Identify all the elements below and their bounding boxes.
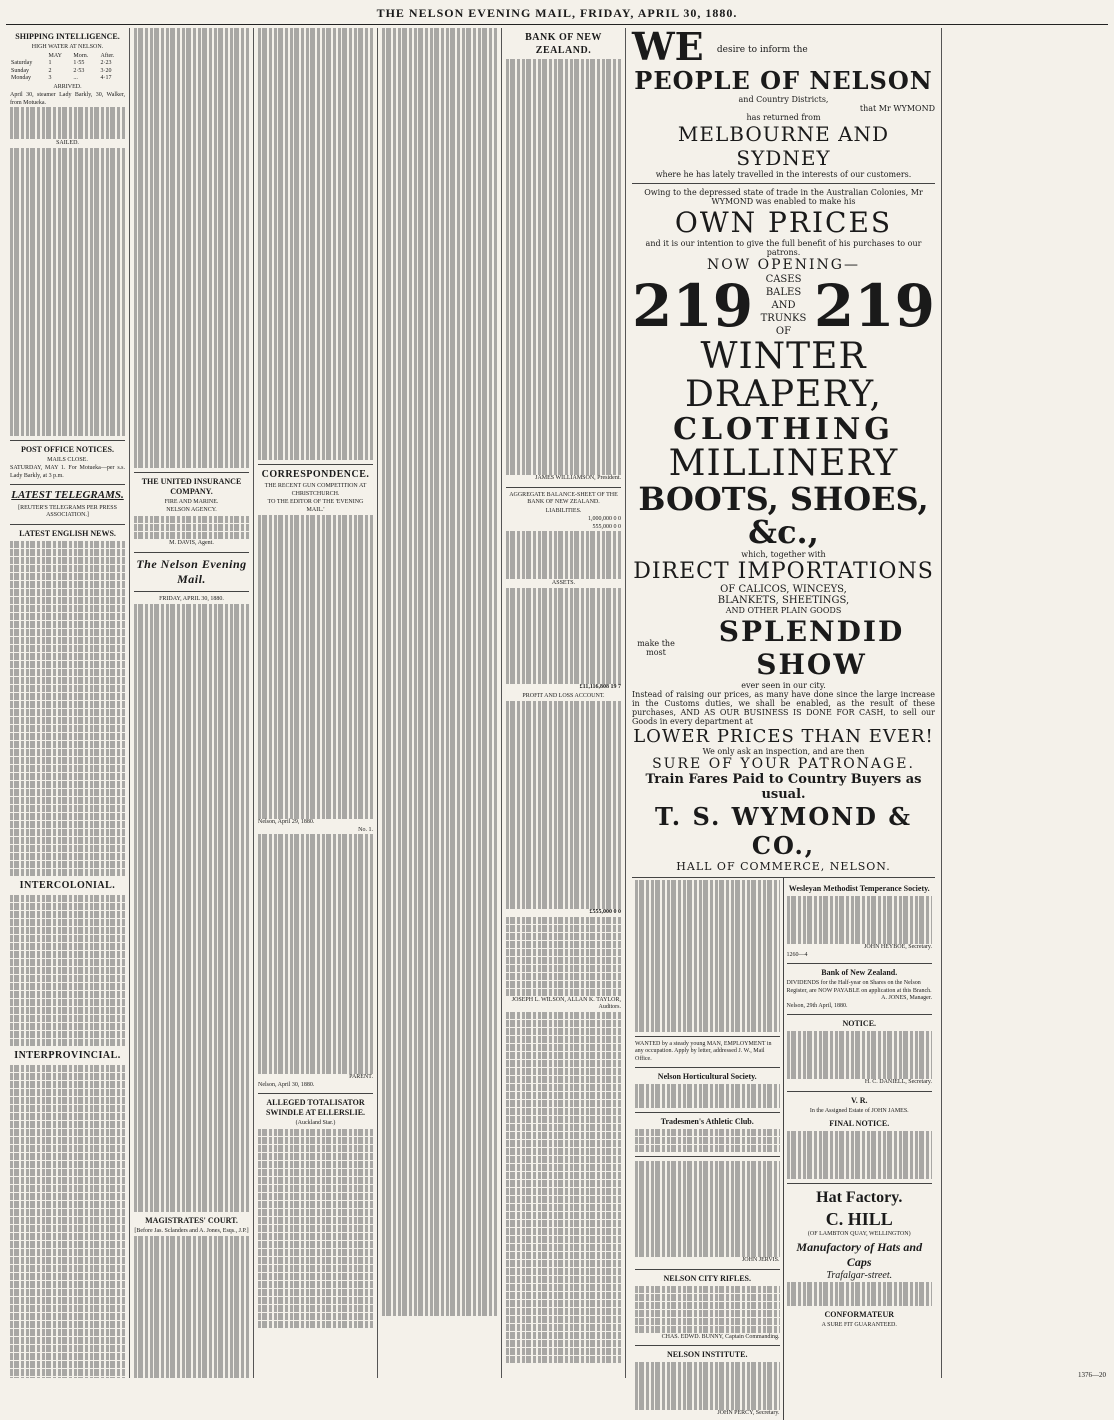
english-news-heading: LATEST ENGLISH NEWS.	[19, 528, 116, 538]
sailed-heading: SAILED.	[56, 139, 79, 146]
auditors: JOSEPH L. WILSON, ALLAN K. TAYLOR, Auditors.	[511, 996, 621, 1010]
ad-returned: has returned from	[746, 113, 821, 122]
tradesmen-heading: Tradesmen's Athletic Club.	[660, 1116, 754, 1126]
bench-note: [Before Jas. Sclanders and A. Jones, Esqs., J.P.]	[134, 1227, 249, 1234]
ad-that: that Mr WYMOND	[859, 104, 935, 113]
intercolonial-heading: INTERCOLONIAL.	[19, 880, 116, 892]
tide-row	[10, 60, 125, 68]
ad-melbourne: MELBOURNE AND SYDNEY	[677, 122, 890, 170]
hat-factory-heading: Hat Factory.	[816, 1188, 903, 1206]
ad-boots: BOOTS, SHOES, &c.,	[638, 479, 929, 552]
body-text	[258, 1129, 373, 1329]
body-text	[506, 588, 621, 684]
ad-seen: ever seen in our city.	[741, 681, 826, 691]
estate-line: In the Assigned Estate of JOHN JAMES.	[809, 1107, 909, 1114]
body-text	[382, 708, 497, 1316]
gun-competition-heading: THE RECENT GUN COMPETITION AT CHRISTCHURCH.	[264, 483, 367, 497]
advertisement-column	[626, 24, 942, 1417]
horticultural-heading: Nelson Horticultural Society.	[657, 1072, 757, 1082]
body-text	[506, 701, 621, 909]
ad-country: and Country Districts,	[738, 95, 829, 104]
masthead: THE NELSON EVENING MAIL, FRIDAY, APRIL 30, 1880.	[6, 4, 1108, 25]
wesleyan-number: 1260—4	[786, 951, 808, 958]
ad-trunks: TRUNKS	[760, 313, 807, 324]
issue-date: FRIDAY, APRIL 30, 1880.	[159, 595, 224, 602]
ad-direct: DIRECT IMPORTATIONS	[633, 559, 934, 585]
body-text	[134, 604, 249, 1212]
ad-people: PEOPLE OF NELSON	[634, 66, 933, 95]
interprovincial-heading: INTERPROVINCIAL.	[14, 1050, 121, 1062]
letter-no: No. 1.	[358, 826, 373, 833]
arrived-text: April 30, steamer Lady Barkly, 30, Walker, from Motueka.	[10, 92, 125, 106]
ad-blankets: BLANKETS, SHEETINGS,	[717, 595, 850, 607]
ad-calicos: OF CALICOS, WINCEYS,	[720, 584, 847, 596]
tide-cell: 4·17	[100, 75, 112, 81]
letter-date: Nelson, April 30, 1880.	[258, 1081, 315, 1088]
bnz-heading: Bank of New Zealand.	[821, 968, 898, 978]
column-3	[254, 28, 378, 1378]
ad-train-fares: Train Fares Paid to Country Buyers as usual.	[645, 772, 922, 803]
body-text	[134, 28, 249, 468]
body-text	[635, 1362, 780, 1410]
body-text	[258, 28, 373, 460]
institute-sign: JOHN PERCY, Secretary.	[717, 1410, 780, 1417]
tide-cell: 1	[48, 60, 52, 66]
body-text	[506, 531, 621, 579]
wymond-advertisement	[632, 24, 935, 874]
ad-invite: We only ask an inspection, and are then	[702, 747, 865, 757]
tide-header-cell: Morn.	[73, 52, 89, 59]
vr-heading: V. R.	[850, 1095, 868, 1105]
column-2	[130, 28, 254, 1378]
notice-sign: H. C. DANIELL, Secretary.	[864, 1079, 932, 1086]
ad-lower-prices: LOWER PRICES THAN EVER!	[633, 726, 934, 748]
tide-cell: 3·20	[100, 67, 112, 74]
ad-millinery: MILLINERY	[668, 443, 899, 485]
ad-hall: HALL OF COMMERCE, NELSON.	[676, 860, 891, 874]
hat-street: Trafalgar-street.	[826, 1269, 893, 1281]
ad-where: where he has lately travelled in the interests of our customers.	[655, 170, 912, 179]
final-notice-heading: FINAL NOTICE.	[829, 1119, 890, 1129]
body-text	[258, 515, 373, 819]
ad-cases: CASES	[765, 274, 802, 285]
ad-219-left: 219	[632, 271, 754, 340]
paper-nameplate: The Nelson Evening Mail.	[136, 556, 247, 586]
body-text	[10, 1065, 125, 1378]
institute-heading: NELSON INSTITUTE.	[667, 1350, 748, 1360]
ad-instead: Instead of raising our prices, as many have done since the large increase in the Customs duties, we shall be enabled, as the result of these purchases, AND AS OUR BUSINESS IS DONE FOR CASH, to sell our Goods in every department at	[632, 690, 935, 727]
ad-bales: BALES AND	[765, 287, 802, 311]
source-note: (Auckland Star.)	[295, 1120, 336, 1126]
hat-manufactory: Manufactory of Hats and Caps	[796, 1239, 923, 1269]
rifles-sign: CHAS. EDWD. BUNNY, Captain Commanding.	[661, 1333, 780, 1340]
ad-plain: AND OTHER PLAIN GOODS	[725, 606, 842, 616]
bnz-sign: A. JONES, Manager.	[881, 995, 932, 1002]
signatory: JAMES WILLIAMSON, President.	[535, 475, 621, 481]
correspondence-heading: CORRESPONDENCE.	[261, 468, 370, 480]
body-text	[10, 107, 125, 139]
balance-total: £11,116,808 19 7	[579, 684, 621, 690]
tide-cell: Sunday	[11, 67, 29, 74]
body-text	[787, 1031, 933, 1079]
columns	[6, 24, 1108, 1417]
letter-signoff: Nelson, April 29, 1880.	[258, 819, 315, 825]
ad-219-right: 219	[813, 271, 935, 340]
notice-heading: NOTICE.	[842, 1019, 877, 1029]
high-water-heading: HIGH WATER AT NELSON.	[31, 44, 104, 50]
mails-close-heading: MAILS CLOSE.	[47, 456, 88, 463]
hat-factory-ad	[787, 1188, 933, 1330]
tide-table	[10, 53, 125, 83]
ad-winter-drapery: WINTER DRAPERY,	[684, 336, 883, 415]
latest-telegrams-heading: LATEST TELEGRAMS.	[11, 489, 124, 501]
body-text	[635, 1286, 780, 1334]
magistrates-heading: MAGISTRATES' COURT.	[145, 1215, 238, 1225]
letter-signoff: PARENT.	[349, 1074, 373, 1080]
column-4	[378, 28, 502, 1378]
tide-cell: 3	[48, 75, 52, 81]
small-ads	[632, 877, 935, 1420]
rifles-heading: NELSON CITY RIFLES.	[663, 1273, 751, 1283]
conformateur: CONFORMATEUR	[824, 1309, 895, 1319]
insurance-agent: M. DAVIS, Agent.	[169, 540, 214, 546]
ad-sure: SURE OF YOUR PATRONAGE.	[652, 756, 915, 773]
body-text	[787, 1282, 933, 1306]
profit-loss-heading: PROFIT AND LOSS ACCOUNT.	[522, 692, 605, 699]
editor-line: TO THE EDITOR OF THE 'EVENING MAIL.'	[267, 499, 364, 513]
body-text	[787, 1131, 933, 1179]
body-text	[258, 834, 373, 1074]
column-1	[6, 28, 130, 1378]
liabilities-heading: LIABILITIES.	[545, 507, 582, 514]
ad-intention: and it is our intention to give the full benefit of his purchases to our patrons.	[645, 239, 922, 257]
tide-header-cell: After.	[100, 52, 115, 59]
jervis-sign: JOHN JERVIS.	[741, 1257, 780, 1264]
bnz-text: DIVIDENDS for the Half-year on Shares on the Nelson Register, are NOW PAYABLE on application at this Branch.	[786, 980, 932, 994]
body-text	[134, 516, 249, 540]
ad-clothing: CLOTHING	[673, 411, 894, 447]
ad-desire: desire to inform the	[716, 45, 808, 55]
tide-header-cell	[10, 53, 48, 61]
assets-heading: ASSETS.	[551, 579, 576, 586]
aggregate-heading: AGGREGATE BALANCE-SHEET OF THE BANK OF NEW ZEALAND.	[509, 491, 618, 505]
footer-number: 1376—20	[1078, 1371, 1106, 1379]
body-text	[10, 895, 125, 1047]
ad-owing: Owing to the depressed state of trade in the Australian Colonies, Mr WYMOND was enabled to make his	[644, 188, 923, 206]
tide-cell: 1·55	[73, 60, 85, 66]
body-text	[506, 59, 621, 475]
insurance-heading: THE UNITED INSURANCE COMPANY.	[141, 476, 242, 496]
profit-total: £555,000 0 0	[589, 909, 621, 915]
small-ads-right	[784, 878, 936, 1420]
fire-marine: FIRE AND MARINE.	[164, 498, 219, 505]
wesleyan-sign: JOHN HEYBOE, Secretary.	[864, 944, 932, 951]
tide-cell: Saturday	[11, 60, 33, 66]
ad-of: OF	[775, 326, 792, 337]
body-text	[506, 1012, 621, 1364]
body-text	[635, 1129, 780, 1153]
tide-cell: Monday	[11, 75, 31, 81]
body-text	[787, 896, 933, 944]
bnz-date: Nelson, 29th April, 1880.	[786, 1002, 848, 1009]
body-text	[635, 1084, 780, 1108]
swindle-heading: ALLEGED TOTALISATOR SWINDLE AT ELLERSLIE.	[265, 1098, 366, 1117]
body-text	[10, 148, 125, 436]
ad-make: make the most	[637, 639, 675, 658]
shipping-heading: SHIPPING INTELLIGENCE.	[15, 32, 120, 41]
arrived-heading: ARRIVED.	[53, 83, 82, 90]
reserve-figure: 555,000 0 0	[592, 523, 621, 530]
hat-maker-origin: (OF LAMBTON QUAY, WELLINGTON)	[807, 1231, 911, 1238]
body-text	[635, 880, 780, 1032]
tide-cell: 2·53	[73, 67, 85, 74]
body-text	[382, 28, 497, 708]
body-text	[635, 1161, 780, 1257]
bank-heading: BANK OF NEW ZEALAND.	[525, 32, 602, 56]
body-text	[10, 541, 125, 877]
tide-cell: 2·23	[100, 60, 112, 66]
nelson-agency: NELSON AGENCY.	[166, 507, 217, 513]
hat-maker-name: C. HILL	[825, 1208, 893, 1229]
tide-row	[10, 75, 125, 83]
ad-own-prices: OWN PRICES	[674, 206, 893, 239]
ad-now-opening: NOW OPENING—	[707, 257, 860, 273]
tide-row	[10, 68, 125, 76]
tide-header-cell: MAY	[48, 52, 62, 59]
ad-firm-name: T. S. WYMOND & CO.,	[655, 802, 912, 861]
reuters-note: [REUTER'S TELEGRAMS PER PRESS ASSOCIATION.]	[18, 504, 117, 519]
ad-splendid: SPLENDID SHOW	[718, 615, 905, 682]
sure-fit: A SURE FIT GUARANTEED.	[821, 1321, 897, 1328]
body-text	[506, 917, 621, 997]
tide-header-row	[10, 53, 125, 61]
post-office-heading: POST OFFICE NOTICES.	[21, 444, 114, 454]
tide-cell: ...	[73, 75, 78, 81]
column-5	[502, 28, 626, 1378]
wesleyan-heading: Wesleyan Methodist Temperance Society.	[788, 884, 930, 894]
ad-we: WE	[632, 24, 704, 69]
body-text	[134, 1236, 249, 1378]
small-ads-left	[632, 878, 784, 1420]
wanted-ad: WANTED by a steady young MAN, EMPLOYMENT in any occupation. Apply by letter, addressed J. W., Mail Office.	[635, 1040, 772, 1062]
mails-text: SATURDAY, MAY 1. For Motueka—per s.s. Lady Barkly, at 3 p.m.	[10, 465, 125, 479]
ad-together: which, together with	[741, 550, 826, 560]
tide-cell: 2	[48, 67, 52, 74]
capital-figure: 1,000,000 0 0	[588, 516, 621, 522]
